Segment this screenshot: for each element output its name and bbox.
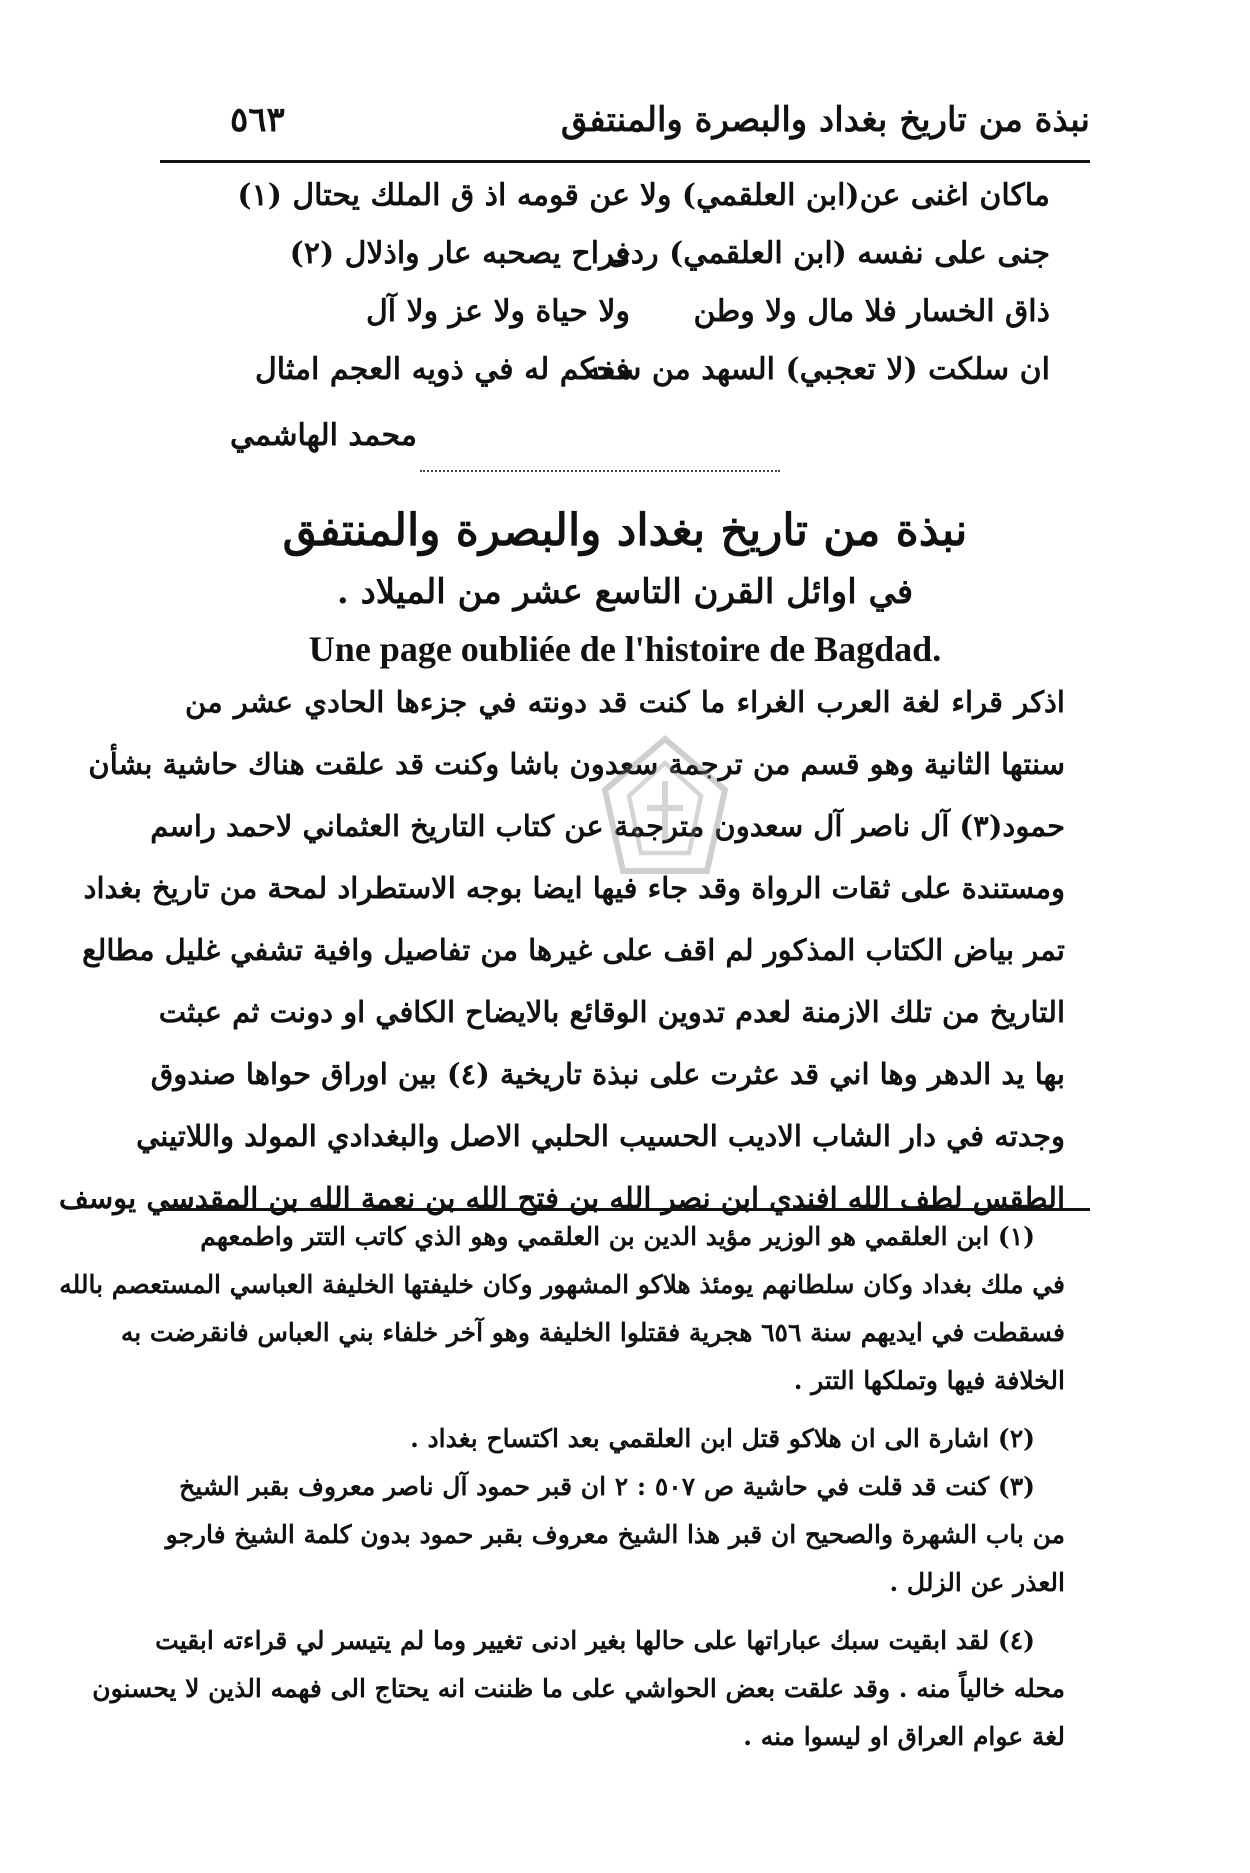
poem-signature: محمد الهاشمي xyxy=(230,418,417,453)
footnote-line: (٤) لقد ابقيت سبك عباراتها على حالها بغير ادنى تغيير وما لم يتيسر لي قراءته ابقيت xyxy=(155,1626,1035,1655)
footnote-line: (١) ابن العلقمي هو الوزير مؤيد الدين بن العلقمي وهو الذي كاتب التتر واطمعهم xyxy=(200,1222,1035,1251)
library-seal-icon xyxy=(590,730,740,880)
verse-second-hemistich: فحكم له في ذويه العجم امثال xyxy=(255,352,630,387)
verse-second-hemistich: فراح يصحبه عار واذلال (٢) xyxy=(289,236,630,271)
poem-verse xyxy=(150,178,1050,236)
verse-first-hemistich: جنى على نفسه (ابن العلقمي) ردى xyxy=(607,236,1050,271)
body-line: بها يد الدهر وها اني قد عثرت على نبذة تاريخية (٤) بين اوراق حواها صندوق xyxy=(150,1057,1065,1091)
body-line: ومستندة على ثقات الرواة وقد جاء فيها ايضا بوجه الاستطراد لمحة من تاريخ بغداد xyxy=(83,871,1065,905)
footnote-line: لغة عوام العراق او ليسوا منه . xyxy=(743,1722,1065,1751)
body-line: حمود(٣) آل ناصر آل سعدون مترجمة عن كتاب التاريخ العثماني لاحمد راسم xyxy=(150,809,1065,843)
footnote-line: فسقطت في ايديهم سنة ٦٥٦ هجرية فقتلوا الخليفة وهو آخر خلفاء بني العباس فانقرضت به xyxy=(120,1318,1065,1347)
footnote-gap xyxy=(185,1616,1065,1626)
verse-first-hemistich: ذاق الخسار فلا مال ولا وطن xyxy=(693,294,1050,329)
footnote-line: محله خالياً منه . وقد علقت بعض الحواشي على ما ظننت انه يحتاج الى فهمه الذين لا يحسنون xyxy=(92,1674,1065,1703)
poem-verse xyxy=(150,236,1050,294)
footnote-line: العذر عن الزلل . xyxy=(889,1568,1065,1597)
footnotes xyxy=(59,1222,1065,1770)
section-divider xyxy=(420,470,780,472)
verse-first-hemistich: ماكان اغنى عن(ابن العلقمي) ولا xyxy=(639,178,1050,213)
header-rule xyxy=(160,160,1090,163)
footnote-line: في ملك بغداد وكان سلطانهم يومئذ هلاكو المشهور وكان خليفتها الخليفة العباسي المستعصم بالله xyxy=(59,1270,1065,1299)
poem xyxy=(150,178,1050,410)
body-line: وجدته في دار الشاب الاديب الحسيب الحلبي الاصل والبغدادي المولد واللاتيني xyxy=(136,1119,1065,1153)
footnote-rule xyxy=(160,1208,1090,1211)
article-subtitle: في اوائل القرن التاسع عشر من الميلاد . xyxy=(336,572,914,612)
poem-verse xyxy=(150,294,1050,352)
body-line: سنتها الثانية وهو قسم من ترجمة سعدون باشا وكنت قد علقت هناك حاشية بشأن xyxy=(88,747,1065,781)
page-number: ٥٦٣ xyxy=(230,100,285,140)
verse-second-hemistich: ولا حياة ولا عز ولا آل xyxy=(365,294,630,329)
footnote-line: (٢) اشارة الى ان هلاكو قتل ابن العلقمي بعد اكتساح بغداد . xyxy=(410,1424,1035,1453)
footnote-line: (٣) كنت قد قلت في حاشية ص ٥٠٧ : ٢ ان قبر حمود آل ناصر معروف بقبر الشيخ xyxy=(179,1472,1035,1501)
footnote-gap xyxy=(185,1414,1065,1424)
running-head xyxy=(230,96,1090,152)
poem-verse xyxy=(150,352,1050,410)
body-line: تمر بياض الكتاب المذكور لم اقف على غيرها من تفاصيل وافية تشفي غليل مطالع xyxy=(82,933,1065,967)
running-title: نبذة من تاريخ بغداد والبصرة والمنتفق xyxy=(560,100,1090,140)
verse-first-hemistich: ان سلكت (لا تعجبي) السهد من سفه xyxy=(585,352,1050,387)
footnote-line: من باب الشهرة والصحيح ان قبر هذا الشيخ معروف بقبر حمود بدون كلمة الشيخ فارجو xyxy=(165,1520,1065,1549)
french-title: Une page oubliée de l'histoire de Bagdad. xyxy=(308,629,942,669)
body-line: اذكر قراء لغة العرب الغراء ما كنت قد دونته في جزءها الحادي عشر من xyxy=(185,685,1065,719)
verse-second-hemistich: عن قومه اذ ق الملك يحتال (١) xyxy=(237,178,630,213)
footnote-line: الخلافة فيها وتملكها التتر . xyxy=(793,1366,1065,1395)
article-title: نبذة من تاريخ بغداد والبصرة والمنتفق xyxy=(282,505,968,556)
body-line: الطقس لطف الله افندي ابن نصر الله بن فتح الله بن نعمة الله بن المقدسي يوسف xyxy=(58,1181,1065,1215)
body-line: التاريخ من تلك الازمنة لعدم تدوين الوقائع بالايضاح الكافي او دونت ثم عبثت xyxy=(158,995,1065,1029)
